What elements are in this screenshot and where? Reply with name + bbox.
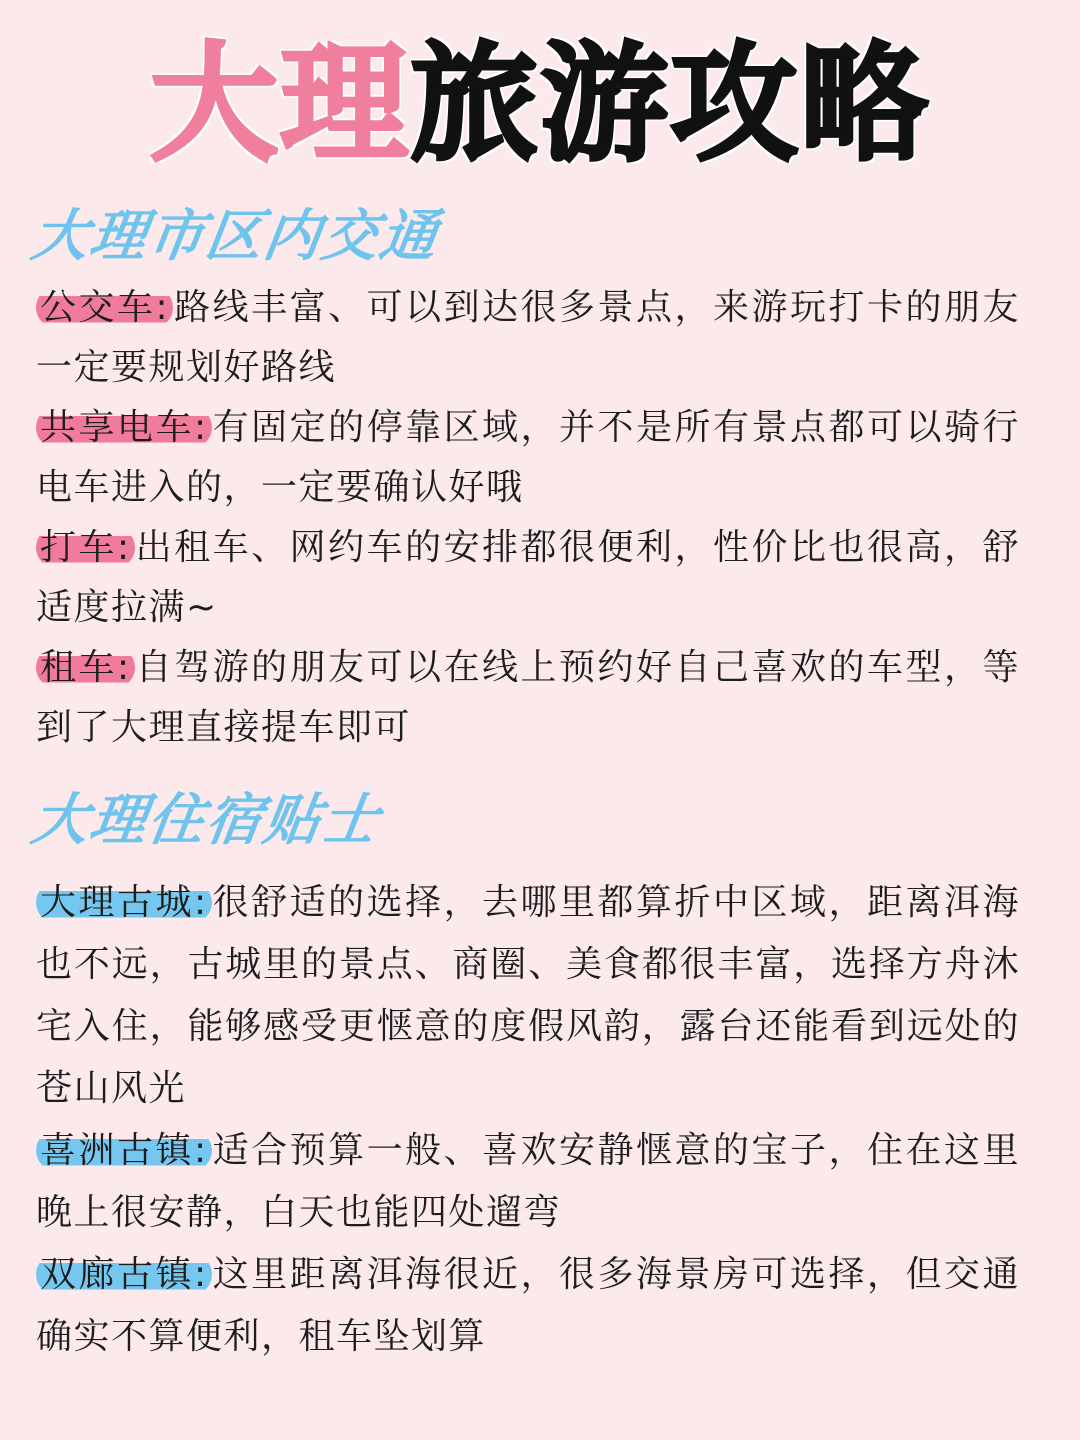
title-black-part: 旅游攻略 — [410, 30, 931, 179]
section-title-lodging: 大理住宿贴士 — [27, 788, 385, 853]
item-text: 适合预算一般、喜欢安静惬意的宝子，住在这里晚上很安静，白天也能四处遛弯 — [36, 1130, 1020, 1233]
item-text: 有固定的停靠区域，并不是所有景点都可以骑行电车进入的，一定要确认好哦 — [36, 407, 1020, 508]
section-title-transport: 大理市区内交通 — [27, 204, 443, 269]
item-text: 路线丰富、可以到达很多景点，来游玩打卡的朋友一定要规划好路线 — [36, 287, 1020, 388]
transport-item-car-rental — [36, 638, 1020, 758]
item-tag: 大理古城: — [36, 882, 212, 923]
item-tag: 打车: — [36, 527, 135, 568]
transport-item-bus — [36, 278, 1020, 398]
item-text: 自驾游的朋友可以在线上预约好自己喜欢的车型，等到了大理直接提车即可 — [36, 647, 1020, 748]
item-tag: 租车: — [36, 647, 135, 688]
transport-item-shared-ebike — [36, 398, 1020, 518]
lodging-item-old-town — [36, 872, 1020, 1120]
title-pink-part: 大理 — [149, 30, 410, 179]
item-text: 这里距离洱海很近，很多海景房可选择，但交通确实不算便利，租车坠划算 — [36, 1254, 1020, 1357]
item-tag: 共享电车: — [36, 407, 212, 448]
item-text: 出租车、网约车的安排都很便利，性价比也很高，舒适度拉满~ — [36, 527, 1020, 628]
lodging-item-shuanglang — [36, 1244, 1020, 1368]
lodging-item-xizhou — [36, 1120, 1020, 1244]
item-text: 很舒适的选择，去哪里都算折中区域，距离洱海也不远，古城里的景点、商圈、美食都很丰富，选择方舟沐宅入住，能够感受更惬意的度假风韵，露台还能看到远处的苍山风光 — [36, 882, 1020, 1109]
item-tag: 喜洲古镇: — [36, 1130, 212, 1171]
page-title — [0, 30, 1080, 180]
item-tag: 双廊古镇: — [36, 1254, 212, 1295]
item-tag: 公交车: — [36, 287, 173, 328]
transport-item-taxi — [36, 518, 1020, 638]
